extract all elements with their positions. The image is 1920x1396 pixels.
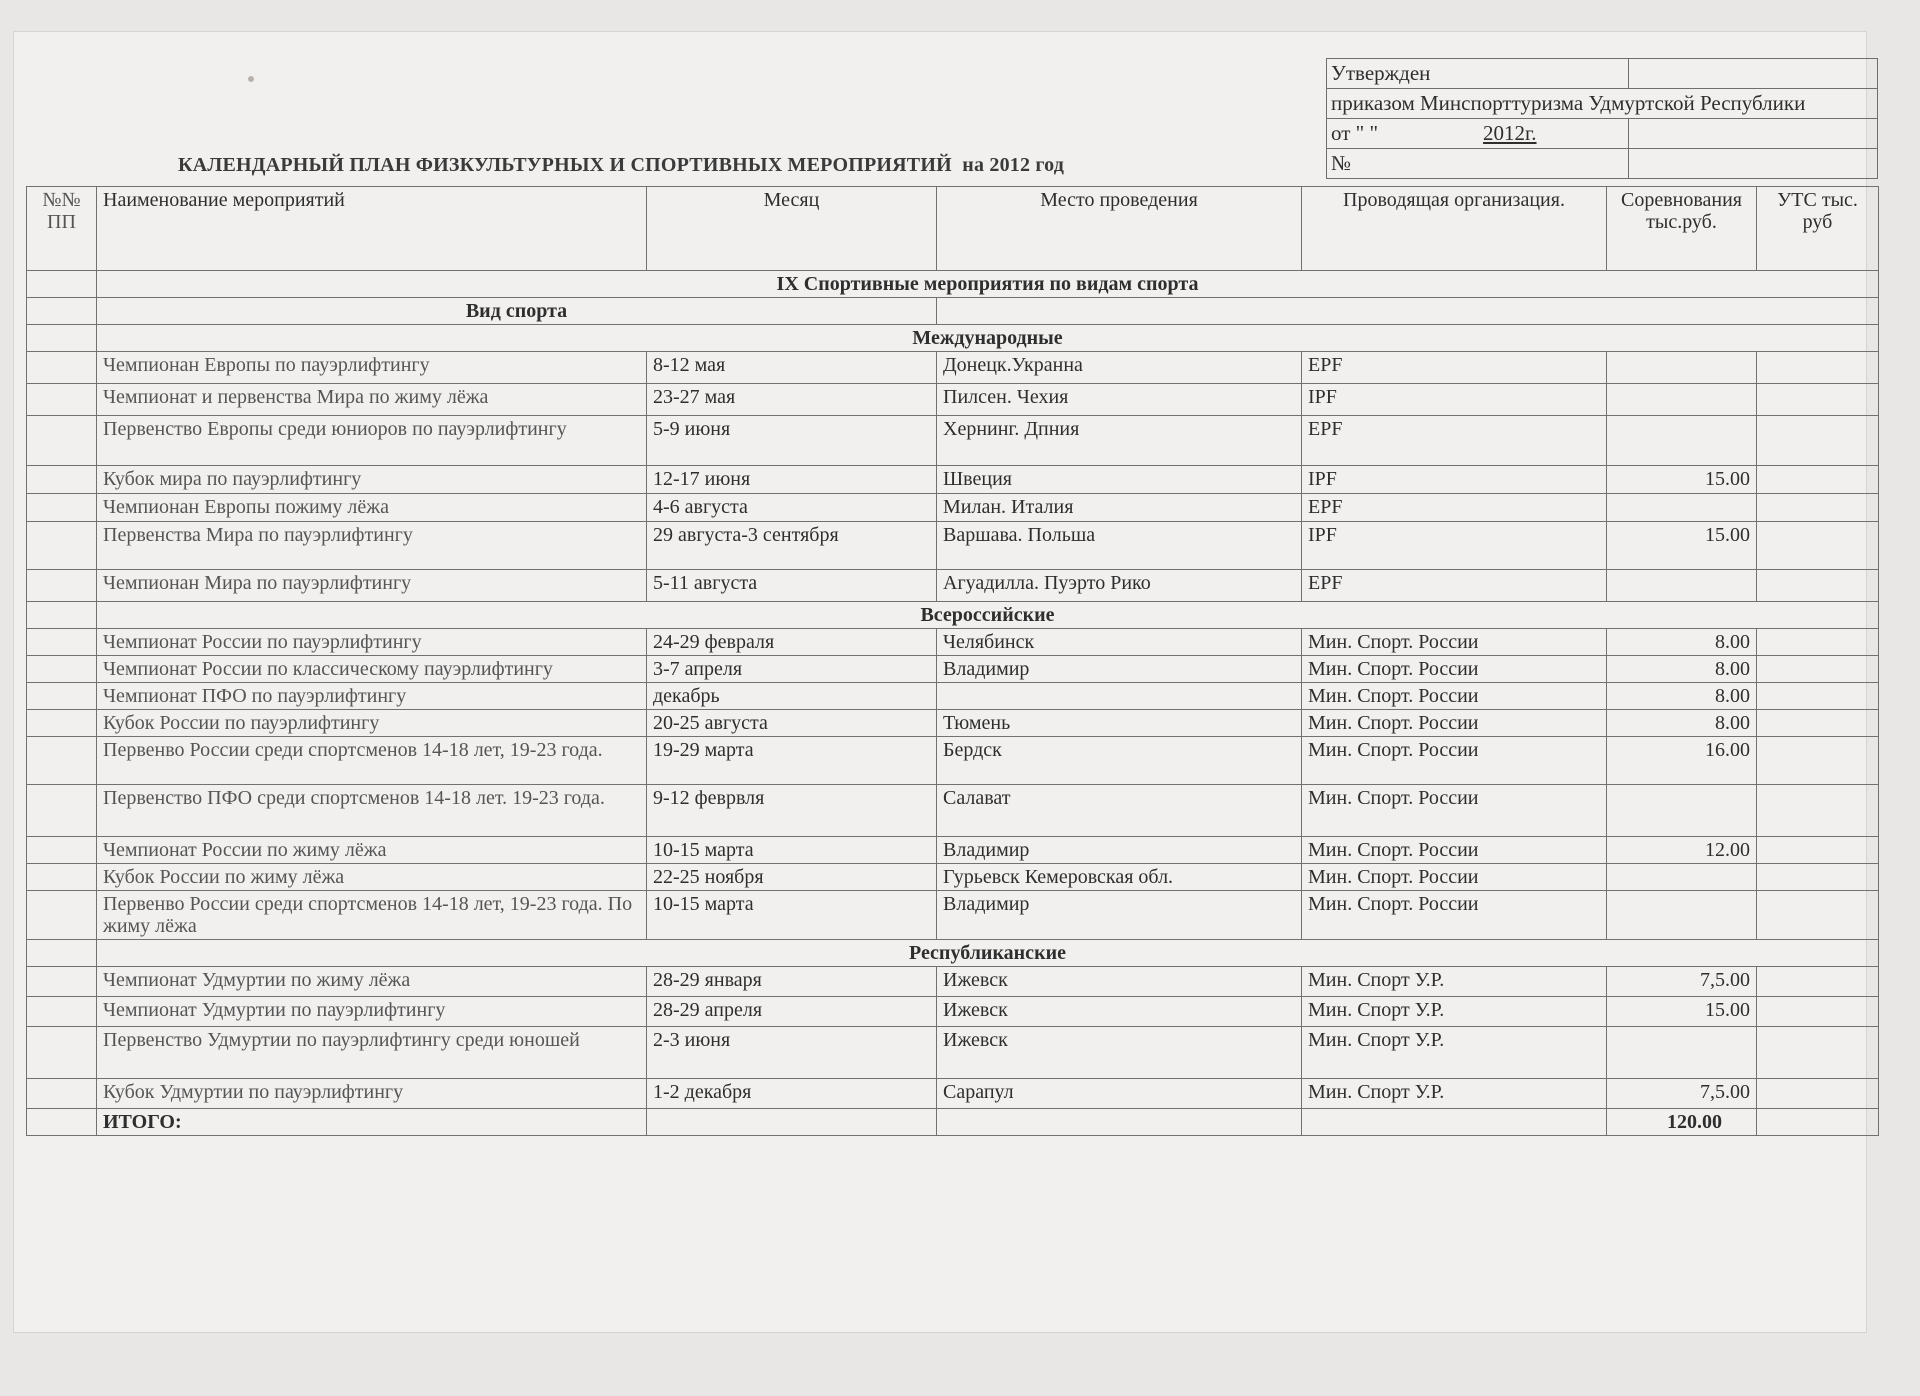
- intl-rows: [27, 352, 1879, 602]
- row-num: [27, 837, 97, 864]
- event-org: EPF: [1302, 416, 1607, 466]
- group-russia-row: [27, 602, 1879, 629]
- table-row: [27, 1027, 1879, 1079]
- event-sum: 16.00: [1607, 737, 1757, 785]
- event-name: Чемпионат Удмуртии по жиму лёжа: [97, 967, 647, 997]
- row-num: [27, 1079, 97, 1109]
- event-place: Владимир: [937, 656, 1302, 683]
- table-row: [27, 570, 1879, 602]
- event-org: EPF: [1302, 570, 1607, 602]
- header-org: Проводящая организация.: [1302, 187, 1607, 271]
- event-month: 10-15 марта: [647, 891, 937, 940]
- table-row: [27, 384, 1879, 416]
- event-sum: [1607, 864, 1757, 891]
- event-uts: [1757, 891, 1879, 940]
- event-place: [937, 683, 1302, 710]
- event-uts: [1757, 967, 1879, 997]
- event-month: 24-29 февраля: [647, 629, 937, 656]
- event-org: Мин. Спорт У.Р.: [1302, 1079, 1607, 1109]
- page-title: КАЛЕНДАРНЫЙ ПЛАН ФИЗКУЛЬТУРНЫХ И СПОРТИВНЫХ МЕРОПРИЯТИЙ на 2012 год: [178, 154, 1065, 176]
- row-num: [27, 997, 97, 1027]
- event-name: Чемпионат России по классическому пауэрлифтингу: [97, 656, 647, 683]
- republic-rows: [27, 967, 1879, 1109]
- event-place: Тюмень: [937, 710, 1302, 737]
- group-republic: Республиканские: [97, 940, 1879, 967]
- event-sum: [1607, 891, 1757, 940]
- event-place: Ижевск: [937, 967, 1302, 997]
- event-org: Мин. Спорт. России: [1302, 864, 1607, 891]
- event-name: Первенство Удмуртии по пауэрлифтингу среди юношей: [97, 1027, 647, 1079]
- event-name: Кубок мира по пауэрлифтингу: [97, 466, 647, 494]
- event-month: 5-11 августа: [647, 570, 937, 602]
- event-org: Мин. Спорт. России: [1302, 785, 1607, 837]
- event-uts: [1757, 1079, 1879, 1109]
- group-russia: Всероссийские: [97, 602, 1879, 629]
- approval-line-4: №: [1327, 149, 1629, 179]
- table-row: [27, 967, 1879, 997]
- header-place: Место проведения: [937, 187, 1302, 271]
- row-num: [27, 522, 97, 570]
- event-sum: [1607, 570, 1757, 602]
- table-row: [27, 1079, 1879, 1109]
- approval-line-1: Утвержден: [1327, 59, 1629, 89]
- event-sum: 12.00: [1607, 837, 1757, 864]
- row-num: [27, 891, 97, 940]
- event-uts: [1757, 864, 1879, 891]
- event-sum: [1607, 494, 1757, 522]
- event-sum: 8.00: [1607, 683, 1757, 710]
- event-month: 4-6 августа: [647, 494, 937, 522]
- russia-rows: [27, 629, 1879, 940]
- group-intl-row: [27, 325, 1879, 352]
- event-name: Кубок России по пауэрлифтингу: [97, 710, 647, 737]
- event-name: Чемпионат Удмуртии по пауэрлифтингу: [97, 997, 647, 1027]
- row-num: [27, 570, 97, 602]
- event-month: 10-15 марта: [647, 837, 937, 864]
- table-row: [27, 864, 1879, 891]
- row-num: [27, 683, 97, 710]
- event-place: Салават: [937, 785, 1302, 837]
- table-row: [27, 737, 1879, 785]
- scan-spot: [248, 76, 254, 82]
- event-org: Мин. Спорт. России: [1302, 837, 1607, 864]
- event-name: Первенво России среди спортсменов 14-18 лет, 19-23 года. По жиму лёжа: [97, 891, 647, 940]
- table-row: [27, 891, 1879, 940]
- event-org: Мин. Спорт. России: [1302, 683, 1607, 710]
- event-sum: 7,5.00: [1607, 1079, 1757, 1109]
- event-uts: [1757, 416, 1879, 466]
- header-name: Наименование мероприятий: [97, 187, 647, 271]
- event-uts: [1757, 737, 1879, 785]
- sport-label: Вид спорта: [97, 298, 937, 325]
- table-header-row: [27, 187, 1879, 271]
- event-org: Мин. Спорт У.Р.: [1302, 1027, 1607, 1079]
- event-sum: 15.00: [1607, 466, 1757, 494]
- event-month: 8-12 мая: [647, 352, 937, 384]
- event-month: 23-27 мая: [647, 384, 937, 416]
- event-place: Владимир: [937, 837, 1302, 864]
- group-republic-row: [27, 940, 1879, 967]
- total-label: ИТОГО:: [97, 1109, 647, 1136]
- event-month: 2-3 июня: [647, 1027, 937, 1079]
- event-name: Первенство ПФО среди спортсменов 14-18 лет. 19-23 года.: [97, 785, 647, 837]
- table-row: [27, 656, 1879, 683]
- event-month: 5-9 июня: [647, 416, 937, 466]
- header-month: Месяц: [647, 187, 937, 271]
- row-num: [27, 416, 97, 466]
- event-org: IPF: [1302, 466, 1607, 494]
- event-uts: [1757, 352, 1879, 384]
- event-org: IPF: [1302, 522, 1607, 570]
- table-row: [27, 837, 1879, 864]
- event-name: Чемпионан Европы пожиму лёжа: [97, 494, 647, 522]
- event-uts: [1757, 570, 1879, 602]
- event-uts: [1757, 522, 1879, 570]
- row-num: [27, 352, 97, 384]
- event-sum: [1607, 1027, 1757, 1079]
- event-place: Ижевск: [937, 1027, 1302, 1079]
- header-uts: УТС тыс. руб: [1757, 187, 1879, 271]
- approval-block: [1326, 58, 1878, 179]
- event-name: Чемпионат России по жиму лёжа: [97, 837, 647, 864]
- table-row: [27, 629, 1879, 656]
- section-main-title: IX Спортивные мероприятия по видам спорта: [97, 271, 1879, 298]
- table-row: [27, 494, 1879, 522]
- event-uts: [1757, 710, 1879, 737]
- event-name: Чемпионат России по пауэрлифтингу: [97, 629, 647, 656]
- event-month: 29 августа-3 сентября: [647, 522, 937, 570]
- event-org: Мин. Спорт. России: [1302, 737, 1607, 785]
- event-uts: [1757, 384, 1879, 416]
- event-month: 20-25 августа: [647, 710, 937, 737]
- section-title-row: [27, 271, 1879, 298]
- header-comp: Соревнования тыс.руб.: [1607, 187, 1757, 271]
- event-org: Мин. Спорт У.Р.: [1302, 967, 1607, 997]
- event-sum: 8.00: [1607, 629, 1757, 656]
- row-num: [27, 494, 97, 522]
- event-place: Бердск: [937, 737, 1302, 785]
- approval-line-3: от " " 2012г.: [1327, 119, 1629, 149]
- row-num: [27, 466, 97, 494]
- event-uts: [1757, 656, 1879, 683]
- event-place: Пилсен. Чехия: [937, 384, 1302, 416]
- event-name: Чемпионат и первенства Мира по жиму лёжа: [97, 384, 647, 416]
- event-place: Владимир: [937, 891, 1302, 940]
- row-num: [27, 656, 97, 683]
- event-month: 9-12 феврвля: [647, 785, 937, 837]
- event-sum: 8.00: [1607, 710, 1757, 737]
- event-place: Сарапул: [937, 1079, 1302, 1109]
- event-uts: [1757, 837, 1879, 864]
- approval-year: 2012г.: [1483, 121, 1537, 145]
- row-num: [27, 384, 97, 416]
- sport-label-row: [27, 298, 1879, 325]
- event-org: Мин. Спорт У.Р.: [1302, 997, 1607, 1027]
- event-place: Варшава. Польша: [937, 522, 1302, 570]
- group-intl: Международные: [97, 325, 1879, 352]
- event-name: Кубок России по жиму лёжа: [97, 864, 647, 891]
- event-sum: 15.00: [1607, 997, 1757, 1027]
- event-name: Первенство Европы среди юниоров по пауэрлифтингу: [97, 416, 647, 466]
- event-place: Ижевск: [937, 997, 1302, 1027]
- event-sum: [1607, 416, 1757, 466]
- event-place: Милан. Италия: [937, 494, 1302, 522]
- event-uts: [1757, 629, 1879, 656]
- approval-line-2: приказом Минспорттуризма Удмуртской Республики: [1327, 89, 1878, 119]
- event-uts: [1757, 466, 1879, 494]
- row-num: [27, 1027, 97, 1079]
- event-month: 22-25 ноября: [647, 864, 937, 891]
- event-name: Чемпионат ПФО по пауэрлифтингу: [97, 683, 647, 710]
- event-name: Чемпионан Европы по пауэрлифтингу: [97, 352, 647, 384]
- row-num: [27, 737, 97, 785]
- event-place: Донецк.Укранна: [937, 352, 1302, 384]
- event-sum: 7,5.00: [1607, 967, 1757, 997]
- event-uts: [1757, 785, 1879, 837]
- event-org: EPF: [1302, 494, 1607, 522]
- row-num: [27, 629, 97, 656]
- row-num: [27, 710, 97, 737]
- event-place: Челябинск: [937, 629, 1302, 656]
- event-uts: [1757, 997, 1879, 1027]
- total-row: [27, 1109, 1879, 1136]
- event-month: 1-2 декабря: [647, 1079, 937, 1109]
- event-org: Мин. Спорт. России: [1302, 656, 1607, 683]
- event-place: Швеция: [937, 466, 1302, 494]
- event-uts: [1757, 494, 1879, 522]
- table-row: [27, 710, 1879, 737]
- event-sum: [1607, 384, 1757, 416]
- event-sum: [1607, 785, 1757, 837]
- event-name: Кубок Удмуртии по пауэрлифтингу: [97, 1079, 647, 1109]
- table-row: [27, 997, 1879, 1027]
- event-place: Хернинг. Дпния: [937, 416, 1302, 466]
- table-row: [27, 466, 1879, 494]
- row-num: [27, 967, 97, 997]
- event-org: Мин. Спорт. России: [1302, 891, 1607, 940]
- event-month: 3-7 апреля: [647, 656, 937, 683]
- event-sum: 8.00: [1607, 656, 1757, 683]
- header-num: №№ ПП: [27, 187, 97, 271]
- event-name: Первенво России среди спортсменов 14-18 лет, 19-23 года.: [97, 737, 647, 785]
- event-uts: [1757, 683, 1879, 710]
- row-num: [27, 785, 97, 837]
- event-month: 12-17 июня: [647, 466, 937, 494]
- event-org: Мин. Спорт. России: [1302, 629, 1607, 656]
- event-sum: [1607, 352, 1757, 384]
- event-org: EPF: [1302, 352, 1607, 384]
- events-table: [26, 186, 1879, 1136]
- table-row: [27, 522, 1879, 570]
- event-place: Гурьевск Кемеровская обл.: [937, 864, 1302, 891]
- event-name: Первенства Мира по пауэрлифтингу: [97, 522, 647, 570]
- event-month: 19-29 марта: [647, 737, 937, 785]
- event-org: Мин. Спорт. России: [1302, 710, 1607, 737]
- event-name: Чемпионан Мира по пауэрлифтингу: [97, 570, 647, 602]
- table-row: [27, 683, 1879, 710]
- event-month: 28-29 января: [647, 967, 937, 997]
- event-org: IPF: [1302, 384, 1607, 416]
- event-place: Агуадилла. Пуэрто Рико: [937, 570, 1302, 602]
- table-row: [27, 785, 1879, 837]
- total-value: 120.00: [1607, 1109, 1757, 1136]
- event-uts: [1757, 1027, 1879, 1079]
- table-row: [27, 416, 1879, 466]
- event-month: 28-29 апреля: [647, 997, 937, 1027]
- table-row: [27, 352, 1879, 384]
- row-num: [27, 864, 97, 891]
- event-sum: 15.00: [1607, 522, 1757, 570]
- event-month: декабрь: [647, 683, 937, 710]
